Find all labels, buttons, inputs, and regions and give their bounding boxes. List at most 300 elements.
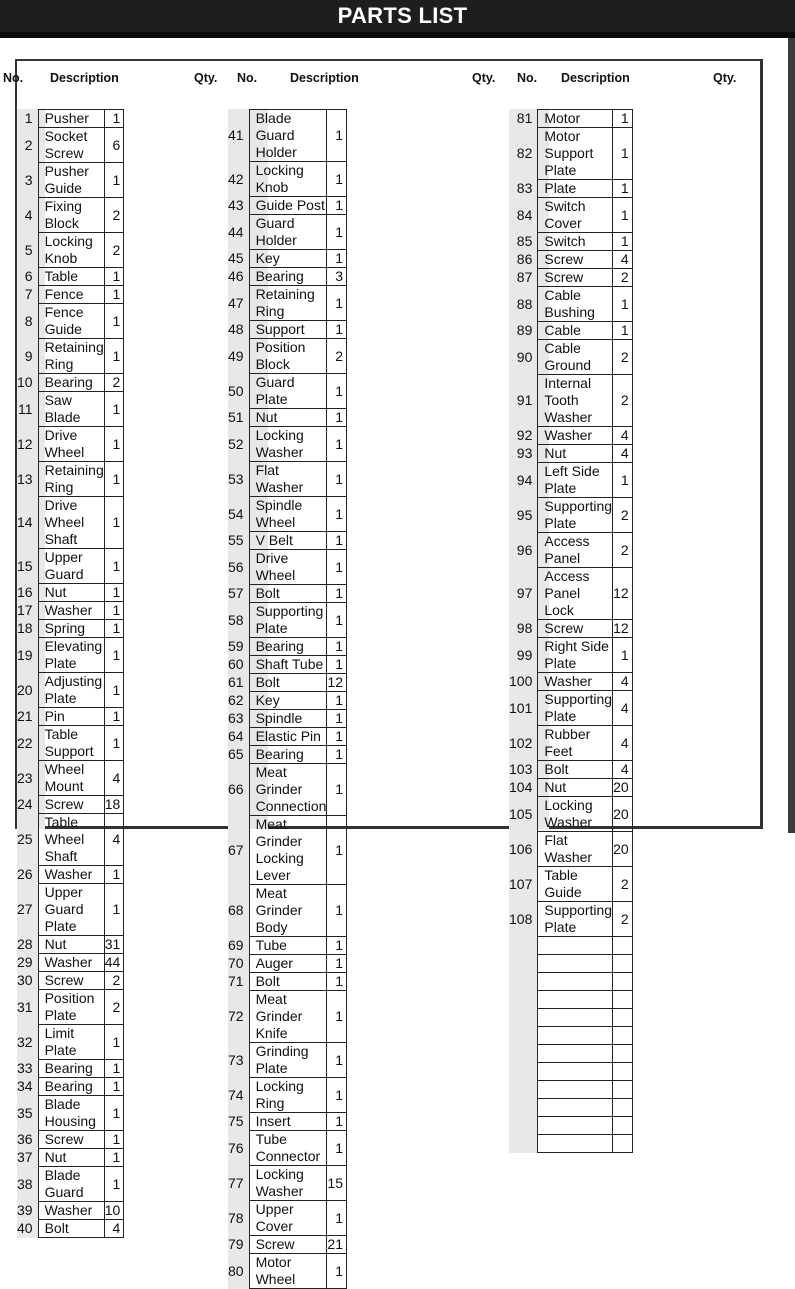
part-quantity: 1 xyxy=(327,764,347,816)
table-row xyxy=(228,321,346,339)
part-number: 21 xyxy=(17,708,38,726)
part-number: 58 xyxy=(228,603,249,638)
part-quantity: 1 xyxy=(327,746,347,764)
part-number: 22 xyxy=(17,726,38,761)
part-description: Right Side Plate xyxy=(538,638,613,673)
header-qty-3: Qty. xyxy=(713,71,737,85)
part-number: 25 xyxy=(17,814,38,866)
part-quantity: 18 xyxy=(104,796,124,814)
part-quantity: 1 xyxy=(327,638,347,656)
header-no-3: No. xyxy=(517,71,538,85)
part-quantity: 44 xyxy=(104,954,124,972)
part-number xyxy=(509,1009,538,1027)
table-row xyxy=(509,955,632,973)
part-number: 87 xyxy=(509,269,538,287)
part-number: 106 xyxy=(509,832,538,867)
part-description: Locking Washer xyxy=(249,1166,327,1201)
table-row xyxy=(17,1078,124,1096)
part-number: 46 xyxy=(228,268,249,286)
part-number: 17 xyxy=(17,602,38,620)
part-number: 12 xyxy=(17,427,38,462)
part-description xyxy=(538,1081,613,1099)
part-quantity: 2 xyxy=(613,340,633,375)
part-description: Pin xyxy=(38,708,104,726)
part-number: 96 xyxy=(509,533,538,568)
table-row xyxy=(17,1060,124,1078)
table-row xyxy=(509,937,632,955)
table-row xyxy=(17,602,124,620)
part-quantity xyxy=(613,1081,633,1099)
part-number: 30 xyxy=(17,972,38,990)
table-row xyxy=(228,746,346,764)
part-number: 62 xyxy=(228,692,249,710)
part-number: 28 xyxy=(17,936,38,954)
part-number: 44 xyxy=(228,215,249,250)
table-row xyxy=(228,1078,346,1113)
part-quantity: 1 xyxy=(104,584,124,602)
table-row xyxy=(509,463,632,498)
part-number: 6 xyxy=(17,268,38,286)
table-row xyxy=(228,462,346,497)
part-quantity: 2 xyxy=(613,375,633,427)
part-quantity: 21 xyxy=(327,1236,347,1254)
part-number: 91 xyxy=(509,375,538,427)
part-description: Limit Plate xyxy=(38,1025,104,1060)
part-quantity: 1 xyxy=(104,638,124,673)
part-description: Nut xyxy=(38,584,104,602)
part-description: Locking Knob xyxy=(38,233,104,268)
part-number: 63 xyxy=(228,710,249,728)
table-row xyxy=(228,885,346,937)
table-row xyxy=(509,533,632,568)
table-row xyxy=(17,936,124,954)
part-number: 94 xyxy=(509,463,538,498)
part-number: 104 xyxy=(509,779,538,797)
table-row xyxy=(17,339,124,374)
part-number: 55 xyxy=(228,532,249,550)
part-description: Flat Washer xyxy=(538,832,613,867)
part-description: Table Guide xyxy=(538,867,613,902)
part-number: 81 xyxy=(509,110,538,128)
part-quantity: 1 xyxy=(104,110,124,128)
part-number: 47 xyxy=(228,286,249,321)
part-description: Left Side Plate xyxy=(538,463,613,498)
part-quantity xyxy=(613,1009,633,1027)
part-quantity: 1 xyxy=(104,708,124,726)
part-description: Plate xyxy=(538,180,613,198)
table-row xyxy=(509,673,632,691)
part-number: 29 xyxy=(17,954,38,972)
table-row xyxy=(17,726,124,761)
table-row xyxy=(228,585,346,603)
part-quantity: 1 xyxy=(327,1043,347,1078)
part-description xyxy=(538,1117,613,1135)
part-number: 101 xyxy=(509,691,538,726)
part-quantity: 2 xyxy=(104,198,124,233)
part-description: Nut xyxy=(538,779,613,797)
table-row xyxy=(228,162,346,197)
part-quantity: 1 xyxy=(104,304,124,339)
table-row xyxy=(228,674,346,692)
part-number: 67 xyxy=(228,816,249,885)
table-row xyxy=(17,972,124,990)
part-description: Locking Knob xyxy=(249,162,327,197)
part-number: 65 xyxy=(228,746,249,764)
part-number: 74 xyxy=(228,1078,249,1113)
part-number: 66 xyxy=(228,764,249,816)
parts-table-2 xyxy=(228,109,347,1289)
part-description: Screw xyxy=(38,972,104,990)
part-description: Guard Plate xyxy=(249,374,327,409)
part-number xyxy=(509,1081,538,1099)
part-description: Nut xyxy=(38,1149,104,1167)
part-number: 56 xyxy=(228,550,249,585)
header-qty-2: Qty. xyxy=(472,71,496,85)
part-description xyxy=(538,1009,613,1027)
part-number: 54 xyxy=(228,497,249,532)
part-number: 10 xyxy=(17,374,38,392)
header-no-1: No. xyxy=(3,71,24,85)
part-number xyxy=(509,937,538,955)
part-number: 39 xyxy=(17,1202,38,1220)
part-description: Support xyxy=(249,321,327,339)
part-number: 78 xyxy=(228,1201,249,1236)
part-quantity: 1 xyxy=(327,816,347,885)
part-description: Screw xyxy=(38,1131,104,1149)
part-number: 72 xyxy=(228,991,249,1043)
part-quantity: 4 xyxy=(613,726,633,761)
part-number: 61 xyxy=(228,674,249,692)
part-quantity: 2 xyxy=(613,867,633,902)
part-description: Auger xyxy=(249,955,327,973)
part-number: 82 xyxy=(509,128,538,180)
part-description: Key xyxy=(249,692,327,710)
part-quantity: 1 xyxy=(104,673,124,708)
part-quantity: 1 xyxy=(327,1254,347,1289)
part-quantity: 1 xyxy=(327,656,347,674)
header-no-2: No. xyxy=(237,71,258,85)
table-row xyxy=(228,603,346,638)
part-description: Washer xyxy=(38,866,104,884)
part-quantity: 20 xyxy=(613,779,633,797)
part-quantity xyxy=(613,955,633,973)
part-number: 68 xyxy=(228,885,249,937)
part-number: 2 xyxy=(17,128,38,163)
table-row xyxy=(17,549,124,584)
part-quantity: 1 xyxy=(327,250,347,268)
part-description xyxy=(538,1135,613,1153)
part-number: 69 xyxy=(228,937,249,955)
part-quantity: 1 xyxy=(327,955,347,973)
part-number: 105 xyxy=(509,797,538,832)
part-description: Blade Guard xyxy=(38,1167,104,1202)
part-quantity: 1 xyxy=(104,726,124,761)
part-number: 31 xyxy=(17,990,38,1025)
table-row xyxy=(509,1099,632,1117)
table-row xyxy=(509,568,632,620)
part-number: 4 xyxy=(17,198,38,233)
part-description xyxy=(538,1063,613,1081)
part-number xyxy=(509,955,538,973)
table-row xyxy=(228,409,346,427)
part-quantity: 2 xyxy=(327,339,347,374)
header-qty-1: Qty. xyxy=(194,71,218,85)
part-number: 38 xyxy=(17,1167,38,1202)
part-description: Supporting Plate xyxy=(538,498,613,533)
part-number: 52 xyxy=(228,427,249,462)
table-row xyxy=(509,973,632,991)
part-description: Bearing xyxy=(249,268,327,286)
table-row xyxy=(17,866,124,884)
part-number: 107 xyxy=(509,867,538,902)
part-description: Position Plate xyxy=(38,990,104,1025)
part-number: 59 xyxy=(228,638,249,656)
part-description: Bolt xyxy=(38,1220,104,1238)
table-row xyxy=(509,761,632,779)
part-number: 76 xyxy=(228,1131,249,1166)
part-description: Supporting Plate xyxy=(249,603,327,638)
table-row xyxy=(509,1045,632,1063)
part-number: 50 xyxy=(228,374,249,409)
part-number: 27 xyxy=(17,884,38,936)
parts-list-table xyxy=(3,59,763,1287)
part-description: Spring xyxy=(38,620,104,638)
part-description: Cable xyxy=(538,322,613,340)
part-description xyxy=(538,955,613,973)
table-row xyxy=(509,1063,632,1081)
part-quantity: 1 xyxy=(327,885,347,937)
table-row xyxy=(509,180,632,198)
part-description: Meat Grinder Body xyxy=(249,885,327,937)
table-row xyxy=(17,1167,124,1202)
page-title: PARTS LIST xyxy=(337,3,468,28)
part-quantity: 1 xyxy=(327,991,347,1043)
part-number: 89 xyxy=(509,322,538,340)
table-row xyxy=(509,128,632,180)
part-description: Screw xyxy=(538,251,613,269)
part-quantity: 31 xyxy=(104,936,124,954)
part-description: Elastic Pin xyxy=(249,728,327,746)
part-quantity: 12 xyxy=(613,568,633,620)
part-quantity: 1 xyxy=(327,110,347,162)
part-description: Screw xyxy=(538,620,613,638)
part-quantity: 1 xyxy=(104,1167,124,1202)
table-row xyxy=(509,498,632,533)
table-row xyxy=(17,268,124,286)
table-row xyxy=(228,816,346,885)
table-row xyxy=(17,110,124,128)
part-description: Pusher Guide xyxy=(38,163,104,198)
table-row xyxy=(17,286,124,304)
part-description: Cable Ground xyxy=(538,340,613,375)
table-row xyxy=(509,991,632,1009)
part-quantity: 1 xyxy=(104,1096,124,1131)
part-number xyxy=(509,1117,538,1135)
part-quantity: 1 xyxy=(613,322,633,340)
part-quantity xyxy=(613,1117,633,1135)
part-description: Locking Washer xyxy=(538,797,613,832)
table-row xyxy=(228,638,346,656)
part-quantity xyxy=(613,973,633,991)
table-row xyxy=(228,339,346,374)
part-description: Motor xyxy=(538,110,613,128)
part-number: 60 xyxy=(228,656,249,674)
part-quantity: 1 xyxy=(327,427,347,462)
table-row xyxy=(228,710,346,728)
part-description: Tube Connector xyxy=(249,1131,327,1166)
table-row xyxy=(228,728,346,746)
part-number: 23 xyxy=(17,761,38,796)
part-quantity: 1 xyxy=(327,710,347,728)
part-number: 49 xyxy=(228,339,249,374)
header-description-3: Description xyxy=(561,71,630,85)
part-quantity: 4 xyxy=(104,761,124,796)
part-number: 1 xyxy=(17,110,38,128)
table-row xyxy=(509,287,632,322)
part-description: Supporting Plate xyxy=(538,902,613,937)
parts-table-3 xyxy=(509,109,633,1153)
part-description: Rubber Feet xyxy=(538,726,613,761)
part-quantity: 4 xyxy=(613,673,633,691)
part-number: 20 xyxy=(17,673,38,708)
part-number: 93 xyxy=(509,445,538,463)
table-row xyxy=(17,198,124,233)
table-row xyxy=(509,1027,632,1045)
table-row xyxy=(509,375,632,427)
table-row xyxy=(17,638,124,673)
part-quantity: 12 xyxy=(613,620,633,638)
part-quantity: 1 xyxy=(104,1131,124,1149)
part-number: 36 xyxy=(17,1131,38,1149)
part-number: 15 xyxy=(17,549,38,584)
part-description: Bearing xyxy=(249,638,327,656)
part-description: Nut xyxy=(538,445,613,463)
part-description: Guard Holder xyxy=(249,215,327,250)
table-row xyxy=(17,884,124,936)
part-description: Drive Wheel xyxy=(38,427,104,462)
part-quantity: 1 xyxy=(327,462,347,497)
table-row xyxy=(509,867,632,902)
part-quantity: 4 xyxy=(104,1220,124,1238)
part-quantity: 4 xyxy=(104,814,124,866)
part-quantity: 1 xyxy=(327,1201,347,1236)
part-quantity: 1 xyxy=(104,427,124,462)
table-row xyxy=(509,1135,632,1153)
table-row xyxy=(509,1081,632,1099)
part-number: 45 xyxy=(228,250,249,268)
part-quantity: 1 xyxy=(327,550,347,585)
part-quantity: 4 xyxy=(613,761,633,779)
table-row xyxy=(17,673,124,708)
part-description: Adjusting Plate xyxy=(38,673,104,708)
part-number: 40 xyxy=(17,1220,38,1238)
part-number xyxy=(509,991,538,1009)
part-quantity: 4 xyxy=(613,445,633,463)
part-quantity: 1 xyxy=(327,409,347,427)
part-description: Flat Washer xyxy=(249,462,327,497)
table-row xyxy=(228,692,346,710)
part-quantity: 4 xyxy=(613,251,633,269)
part-description: Position Block xyxy=(249,339,327,374)
table-row xyxy=(228,955,346,973)
part-description: Tube xyxy=(249,937,327,955)
part-quantity xyxy=(613,1063,633,1081)
part-number: 11 xyxy=(17,392,38,427)
part-quantity: 1 xyxy=(327,585,347,603)
table-row xyxy=(17,620,124,638)
window-edge xyxy=(788,38,795,833)
table-row xyxy=(228,286,346,321)
part-quantity: 1 xyxy=(613,110,633,128)
part-number: 16 xyxy=(17,584,38,602)
table-row xyxy=(17,954,124,972)
table-row xyxy=(17,163,124,198)
part-description: Drive Wheel xyxy=(249,550,327,585)
part-quantity: 1 xyxy=(104,884,124,936)
parts-table-1 xyxy=(17,109,124,1238)
part-number: 8 xyxy=(17,304,38,339)
table-row xyxy=(17,708,124,726)
title-bar xyxy=(0,0,795,38)
part-description: Fence Guide xyxy=(38,304,104,339)
part-number: 41 xyxy=(228,110,249,162)
part-quantity: 1 xyxy=(613,128,633,180)
table-row xyxy=(228,764,346,816)
part-description: Washer xyxy=(538,673,613,691)
part-description: Bearing xyxy=(38,1078,104,1096)
part-number: 64 xyxy=(228,728,249,746)
part-description: Fixing Block xyxy=(38,198,104,233)
table-row xyxy=(509,1117,632,1135)
part-quantity: 1 xyxy=(104,1078,124,1096)
part-quantity: 1 xyxy=(327,603,347,638)
part-number: 14 xyxy=(17,497,38,549)
table-row xyxy=(17,304,124,339)
part-number xyxy=(509,1099,538,1117)
part-quantity: 1 xyxy=(104,620,124,638)
header-description-2: Description xyxy=(290,71,359,85)
part-number: 9 xyxy=(17,339,38,374)
part-number: 86 xyxy=(509,251,538,269)
table-row xyxy=(17,990,124,1025)
part-quantity: 1 xyxy=(327,532,347,550)
table-row xyxy=(509,832,632,867)
part-description: Blade Guard Holder xyxy=(249,110,327,162)
part-description: Upper Guard xyxy=(38,549,104,584)
part-description: Retaining Ring xyxy=(249,286,327,321)
part-description xyxy=(538,973,613,991)
part-description: Table Support xyxy=(38,726,104,761)
part-number: 37 xyxy=(17,1149,38,1167)
part-number: 97 xyxy=(509,568,538,620)
part-description: Washer xyxy=(38,954,104,972)
table-row xyxy=(228,1131,346,1166)
part-quantity: 2 xyxy=(613,269,633,287)
table-row xyxy=(17,128,124,163)
part-quantity: 2 xyxy=(104,972,124,990)
part-quantity: 2 xyxy=(613,533,633,568)
part-description: V Belt xyxy=(249,532,327,550)
part-number xyxy=(509,973,538,991)
table-row xyxy=(509,340,632,375)
part-quantity: 1 xyxy=(327,497,347,532)
part-description xyxy=(538,937,613,955)
part-quantity: 1 xyxy=(104,462,124,497)
part-number: 88 xyxy=(509,287,538,322)
part-description: Internal Tooth Washer xyxy=(538,375,613,427)
part-quantity: 1 xyxy=(104,866,124,884)
part-description: Bearing xyxy=(249,746,327,764)
